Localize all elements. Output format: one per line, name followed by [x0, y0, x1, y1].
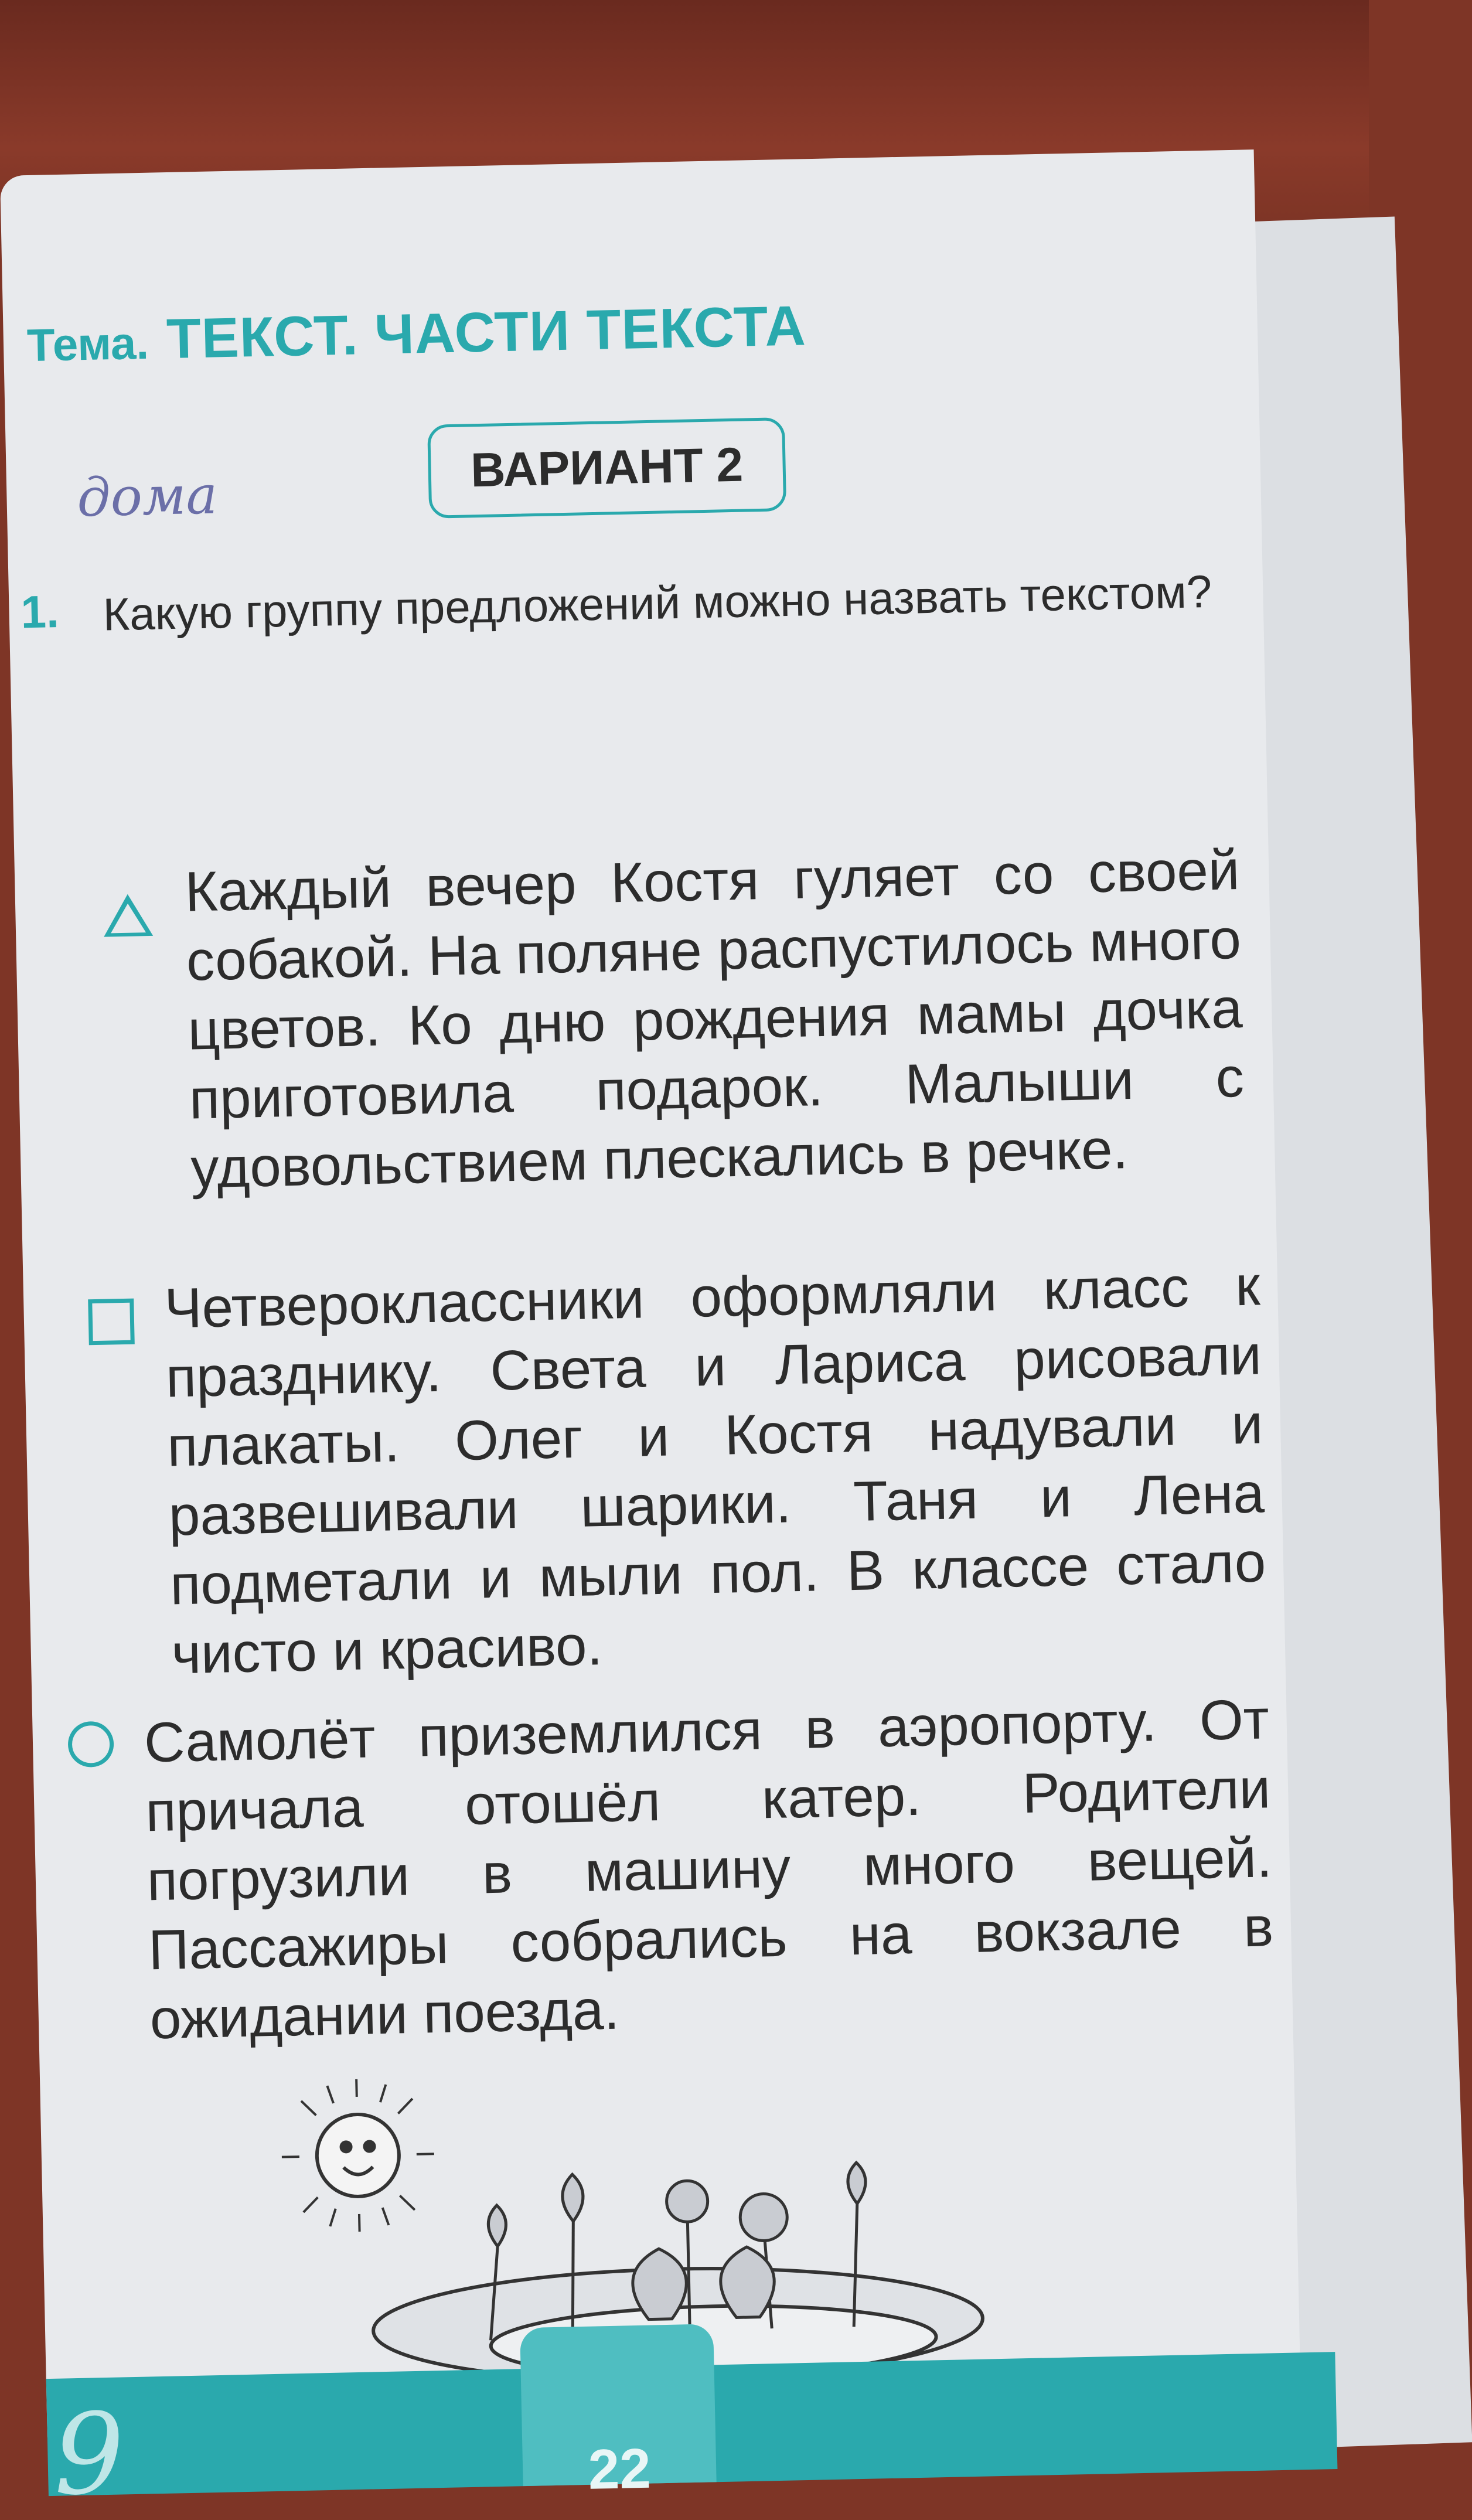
option-text-1: Каждый вечер Костя гуляет со своей собакой. На поляне распустилось много цветов. Ко дню рождения мамы дочка приготовила подарок. Малыши с удовольствием плескались в речке.: [184, 838, 1245, 1200]
option-text-3: Самолёт приземлился в аэропорту. От причала отошёл катер. Родители погрузили в машину много вещей. Пассажиры собрались на вокзале в ожидании поезда.: [143, 1688, 1275, 2051]
textbook-page: [0, 149, 1301, 2520]
page-title: [26, 294, 807, 374]
topic-label: Тема.: [26, 316, 149, 372]
sun-icon: [280, 2078, 435, 2233]
question-number: 1.: [20, 585, 60, 638]
page-number: 22: [587, 2437, 652, 2501]
square-checkbox-icon[interactable]: [88, 1299, 135, 1346]
publisher-logo: 9: [52, 2389, 126, 2520]
question-text: Какую группу предложений можно назвать текстом?: [102, 565, 1212, 641]
option-text-2: Четвероклассники оформляли класс к празднику. Света и Лариса рисовали плакаты. Олег и Костя надували и развешивали шарики. Таня и Лена подметали и мыли пол. В классе стало чисто и красиво.: [163, 1254, 1267, 1686]
topic-title: ТЕКСТ. ЧАСТИ ТЕКСТА: [166, 294, 807, 371]
handwritten-note: дома: [76, 464, 219, 529]
triangle-checkbox-icon[interactable]: [103, 894, 153, 937]
variant-badge: ВАРИАНТ 2: [427, 417, 786, 519]
circle-checkbox-icon[interactable]: [67, 1721, 114, 1768]
